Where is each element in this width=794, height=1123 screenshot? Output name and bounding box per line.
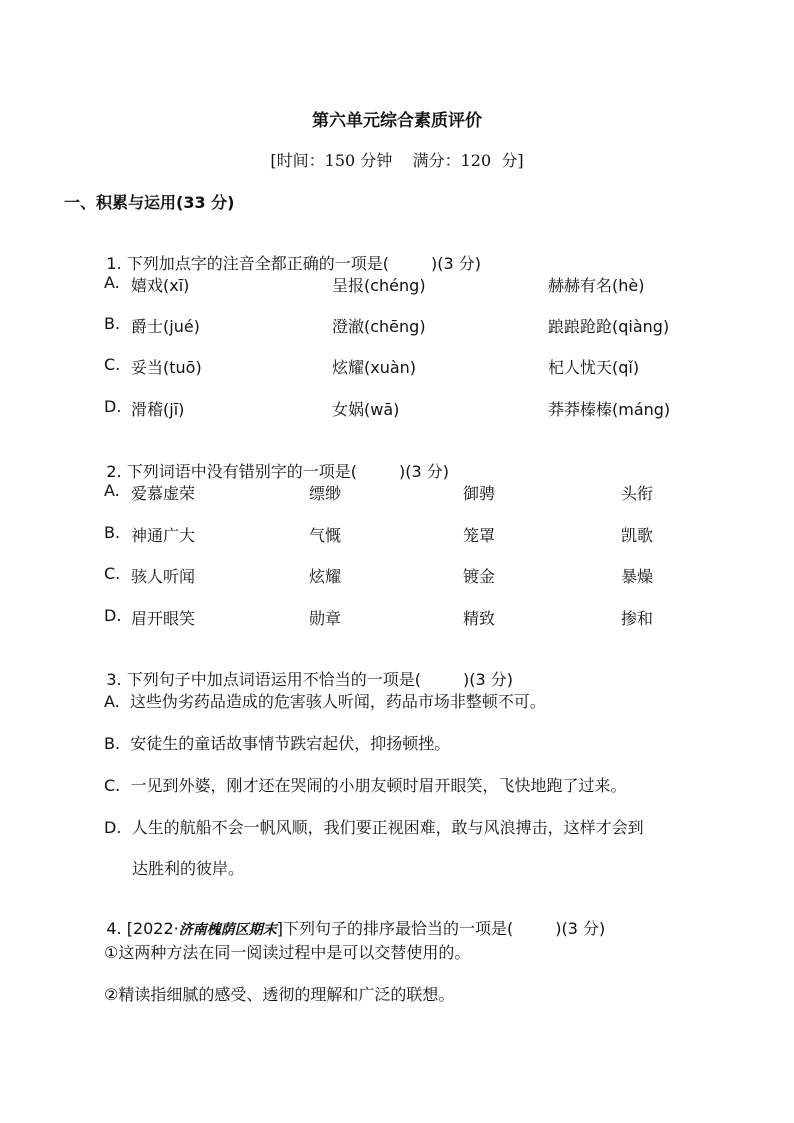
option-item: 镀金 bbox=[463, 567, 496, 586]
option-item: 莽莽榛榛(máng) bbox=[548, 400, 671, 419]
option-item: 气慨 bbox=[309, 526, 342, 545]
option-letter: D. bbox=[104, 397, 122, 416]
question-2-score: )(3 分) bbox=[398, 462, 449, 481]
option-item: 赫赫有名(hè) bbox=[548, 276, 645, 295]
question-2-text: 2. 下列词语中没有错别字的一项是( bbox=[106, 462, 357, 481]
option-letter: B. bbox=[104, 314, 121, 333]
question-3-text: 3. 下列句子中加点词语运用不恰当的一项是( bbox=[106, 670, 421, 689]
option-item: 女娲(wā) bbox=[332, 400, 400, 419]
option-letter: B. bbox=[104, 734, 121, 753]
option-item: 踉踉跄跄(qiàng) bbox=[548, 317, 670, 336]
q3-option-c[interactable] bbox=[104, 773, 626, 796]
exam-info: [时间：150 分钟 满分：120 分] bbox=[270, 151, 524, 170]
option-item: 暴燥 bbox=[621, 567, 654, 586]
option-letter: D. bbox=[104, 818, 122, 837]
option-letter: A. bbox=[104, 273, 120, 292]
option-item: 笼罩 bbox=[463, 526, 496, 545]
option-letter: C. bbox=[104, 564, 121, 583]
option-item: 爵士(jué) bbox=[131, 317, 200, 336]
option-item: 妥当(tuō) bbox=[131, 358, 202, 377]
q4-sentence-1: ①这两种方法在同一阅读过程中是可以交替使用的。 bbox=[104, 943, 471, 962]
q4-sentence-2: ②精读指细腻的感受、透彻的理解和广泛的联想。 bbox=[104, 985, 455, 1004]
section-heading: 一、积累与运用(33 分) bbox=[64, 193, 235, 212]
option-item: 骇人听闻 bbox=[131, 567, 196, 586]
q2-option-c[interactable] bbox=[104, 564, 744, 588]
option-item: 爱慕虚荣 bbox=[131, 484, 196, 503]
question-3-score: )(3 分) bbox=[462, 670, 513, 689]
question-4-source: 济南槐荫区期末 bbox=[178, 922, 277, 938]
option-item: 神通广大 bbox=[131, 526, 196, 545]
option-item: 嬉戏(xī) bbox=[131, 276, 190, 295]
q3-option-d[interactable] bbox=[104, 815, 644, 838]
option-letter: C. bbox=[104, 776, 121, 795]
q1-option-d[interactable] bbox=[104, 397, 744, 421]
option-item: 凯歌 bbox=[621, 526, 654, 545]
q1-option-a[interactable] bbox=[104, 273, 744, 297]
option-text: 安徒生的童话故事情节跌宕起伏，抑扬顿挫。 bbox=[130, 734, 451, 753]
option-letter: C. bbox=[104, 355, 121, 374]
question-4-text: ]下列句子的排序最恰当的一项是( bbox=[276, 919, 514, 938]
option-letter: B. bbox=[104, 523, 121, 542]
q2-option-d[interactable] bbox=[104, 606, 744, 630]
question-4-number: 4. [2022· bbox=[106, 919, 179, 938]
option-item: 眉开眼笑 bbox=[131, 609, 196, 628]
option-letter: D. bbox=[104, 606, 122, 625]
q1-option-b[interactable] bbox=[104, 314, 744, 338]
option-item: 御骋 bbox=[463, 484, 496, 503]
option-letter: A. bbox=[104, 692, 120, 711]
option-item: 精致 bbox=[463, 609, 496, 628]
q1-option-c[interactable] bbox=[104, 355, 744, 379]
q3-option-d-continuation: 达胜利的彼岸。 bbox=[132, 859, 245, 878]
q3-option-b[interactable] bbox=[104, 731, 450, 754]
q2-option-a[interactable] bbox=[104, 481, 744, 505]
option-letter: A. bbox=[104, 481, 120, 500]
question-1-score: )(3 分) bbox=[430, 254, 481, 273]
option-item: 缥缈 bbox=[309, 484, 342, 503]
option-text: 这些伪劣药品造成的危害骇人听闻，药品市场非整顿不可。 bbox=[129, 692, 546, 711]
option-item: 勋章 bbox=[309, 609, 342, 628]
option-item: 炫耀(xuàn) bbox=[332, 358, 417, 377]
option-item: 头衔 bbox=[621, 484, 654, 503]
q3-option-a[interactable] bbox=[104, 689, 546, 712]
option-item: 呈报(chéng) bbox=[332, 276, 426, 295]
option-item: 澄澈(chēng) bbox=[332, 317, 426, 336]
option-item: 杞人忧天(qǐ) bbox=[548, 358, 640, 377]
question-4-score: )(3 分) bbox=[555, 919, 606, 938]
option-text: 一见到外婆，刚才还在哭闹的小朋友顿时眉开眼笑，飞快地跑了过来。 bbox=[130, 776, 627, 795]
option-text: 人生的航船不会一帆风顺，我们要正视困难，敢与风浪搏击，这样才会到 bbox=[131, 818, 644, 837]
option-item: 滑稽(jī) bbox=[131, 400, 185, 419]
option-item: 炫耀 bbox=[309, 567, 342, 586]
page-title: 第六单元综合素质评价 bbox=[312, 111, 482, 131]
question-1-text: 1. 下列加点字的注音全都正确的一项是( bbox=[106, 254, 389, 273]
option-item: 掺和 bbox=[621, 609, 654, 628]
q2-option-b[interactable] bbox=[104, 523, 744, 547]
